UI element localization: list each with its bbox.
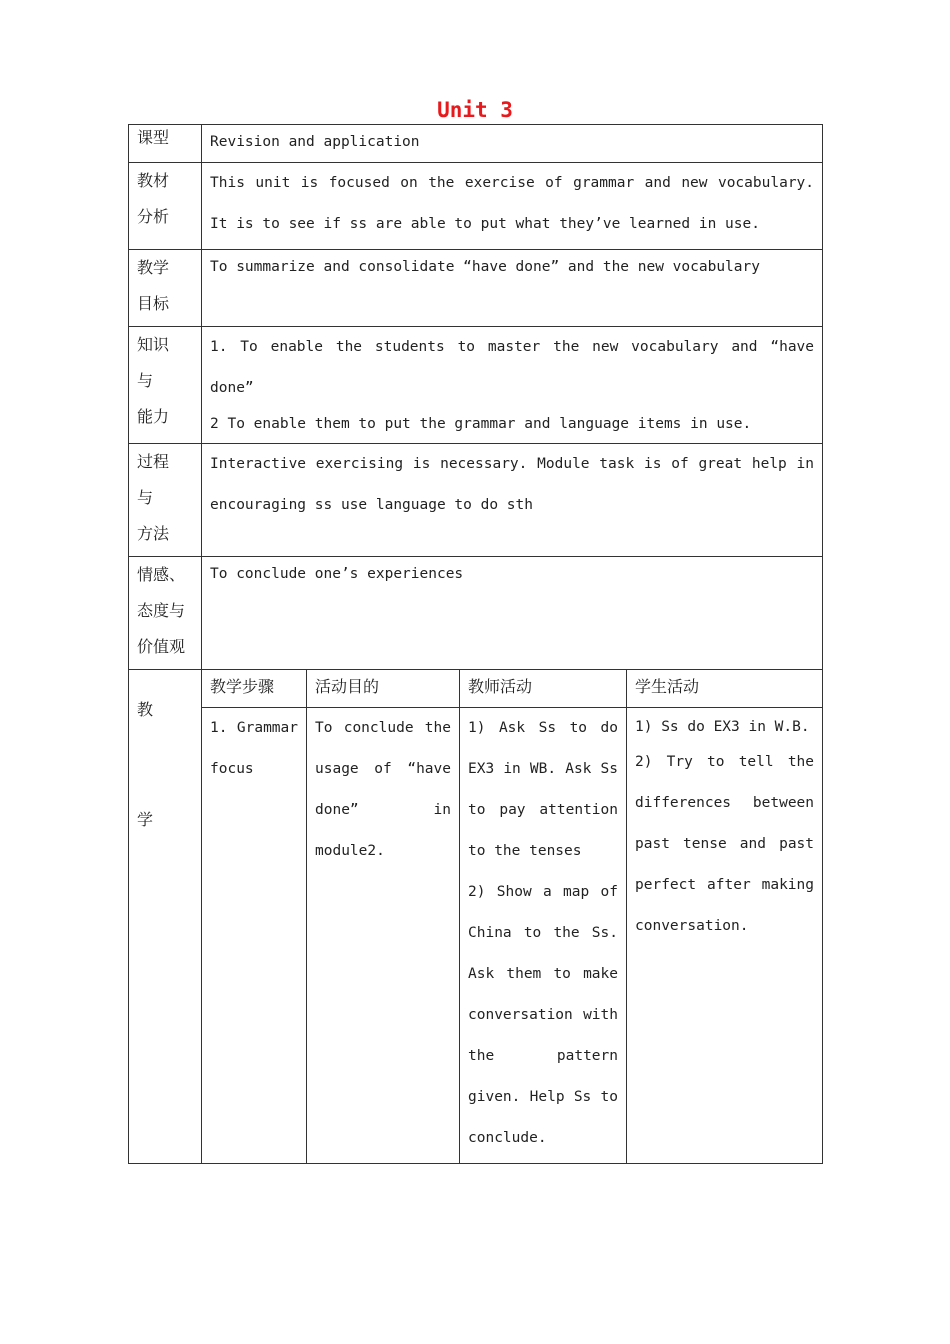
content-lesson-type: Revision and application [202,125,823,163]
content-material-analysis: This unit is focused on the exercise of grammar and new vocabulary. It is to see if ss are able to put what they’ve learned in use. [202,163,823,250]
header-activity-purpose: 活动目的 [307,670,460,708]
student-activity-1: 1) Ss do EX3 in W.B. [635,719,810,735]
row-teaching-header [129,670,823,708]
row-lesson-type [129,125,823,163]
header-teaching-steps: 教学步骤 [202,670,307,708]
label-emotion-values: 情感、 态度与 价值观 [129,557,202,670]
lesson-plan-table [128,124,823,1164]
cell-teaching-step: 1. Grammar focus [202,708,307,1164]
header-student-activity: 学生活动 [627,670,823,708]
row-teaching-content [129,708,823,1164]
header-teacher-activity: 教师活动 [460,670,627,708]
label-teaching-objectives: 教学 目标 [129,250,202,327]
row-teaching-objectives [129,250,823,327]
label-knowledge-ability: 知识 与 能力 [129,327,202,444]
label-teaching: 教 学 [129,670,202,1164]
teacher-activity-1: 1) Ask Ss to do EX3 in WB. Ask Ss to pay attention to the tenses [468,720,618,859]
content-knowledge-ability [202,327,823,444]
knowledge-item-1: 1. To enable the students to master the new vocabulary and “have done” [210,339,815,396]
content-teaching-objectives: To summarize and consolidate “have done” and the new vocabulary [202,250,823,327]
content-process-method: Interactive exercising is necessary. Module task is of great help in encouraging ss use language to do sth [202,444,823,557]
cell-activity-purpose: To conclude the usage of “have done” in module2. [307,708,460,1164]
label-lesson-type: 课型 [129,125,202,163]
knowledge-item-2: 2 To enable them to put the grammar and language items in use. [210,416,752,432]
student-activity-2: 2) Try to tell the differences between past tense and past perfect after making conversation. [635,754,815,934]
teacher-activity-2: 2) Show a map of China to the Ss. Ask them to make conversation with the pattern given. Help Ss to conclude. [468,884,618,1146]
label-material-analysis: 教材 分析 [129,163,202,250]
page-title: Unit 3 [437,98,513,122]
content-emotion-values: To conclude one’s experiences [202,557,823,670]
row-process-method [129,444,823,557]
row-knowledge-ability [129,327,823,444]
row-emotion-values [129,557,823,670]
row-material-analysis [129,163,823,250]
cell-teacher-activity [460,708,627,1164]
cell-student-activity [627,708,823,1164]
label-process-method: 过程 与 方法 [129,444,202,557]
